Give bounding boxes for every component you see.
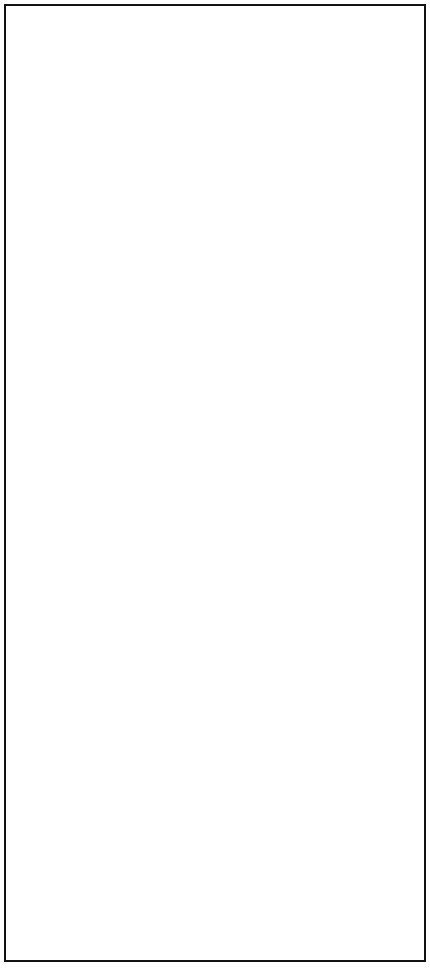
auction-notice xyxy=(4,4,426,962)
